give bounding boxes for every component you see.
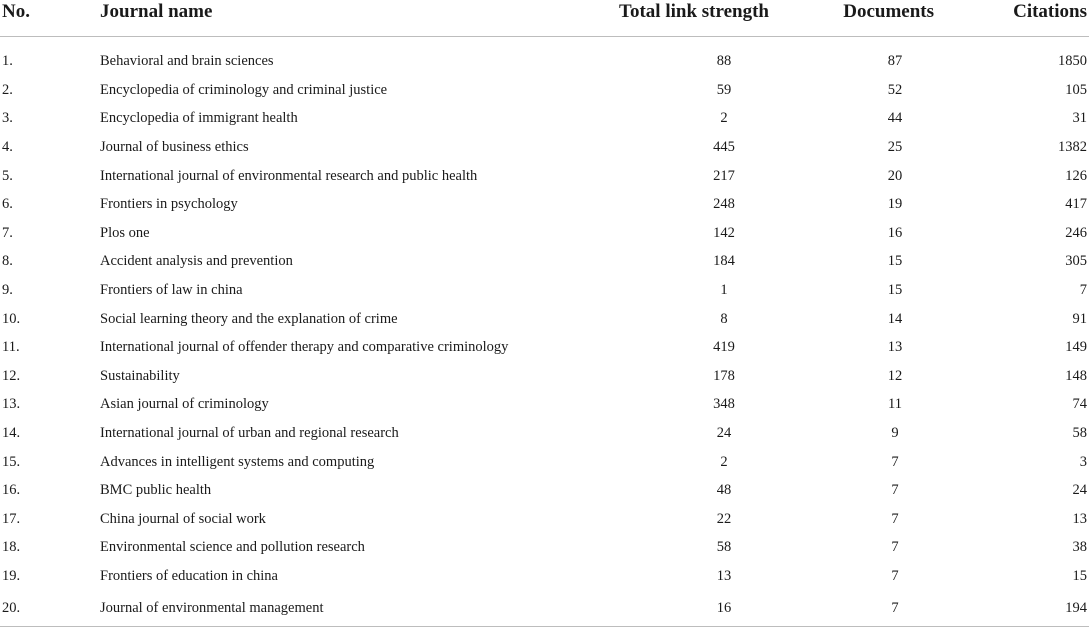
cell-journal-name: Plos one (100, 224, 150, 241)
cell-no: 17. (2, 510, 21, 527)
cell-total-link-strength: 445 (713, 139, 735, 156)
table-row (0, 190, 1089, 219)
table-row (0, 133, 1089, 162)
cell-no: 1. (2, 53, 13, 70)
cell-citations: 1382 (1058, 139, 1087, 156)
cell-total-link-strength: 88 (716, 53, 732, 70)
cell-citations: 24 (1072, 482, 1087, 499)
cell-no: 19. (2, 567, 21, 584)
table-row (0, 247, 1089, 276)
cell-citations: 74 (1072, 396, 1087, 413)
cell-documents: 14 (887, 310, 903, 327)
cell-total-link-strength: 8 (720, 310, 728, 327)
cell-citations: 3 (1079, 453, 1087, 470)
cell-citations: 148 (1065, 367, 1087, 384)
table-header (0, 0, 1089, 47)
cell-documents: 7 (891, 510, 899, 527)
cell-documents: 9 (891, 425, 899, 442)
cell-no: 5. (2, 167, 13, 184)
cell-no: 20. (0, 590, 100, 627)
cell-no: 9. (2, 282, 13, 299)
cell-total-link-strength: 59 (716, 81, 732, 98)
cell-total-link-strength: 2 (720, 453, 728, 470)
cell-documents: 15 (887, 282, 903, 299)
cell-journal-name: Sustainability (100, 367, 180, 384)
cell-documents: 87 (887, 53, 903, 70)
table-row (0, 304, 1089, 333)
cell-no: 10. (2, 310, 21, 327)
cell-total-link-strength: 348 (713, 396, 735, 413)
cell-documents: 12 (887, 367, 903, 384)
cell-documents: 7 (788, 590, 964, 627)
cell-no: 14. (2, 425, 21, 442)
cell-total-link-strength: 419 (713, 339, 735, 356)
table-row (0, 419, 1089, 448)
cell-journal-name: Asian journal of criminology (100, 396, 269, 413)
cell-total-link-strength: 2 (720, 110, 728, 127)
cell-total-link-strength: 142 (713, 224, 735, 241)
cell-citations: 126 (1065, 167, 1087, 184)
cell-no: 6. (2, 196, 13, 213)
cell-no: 12. (2, 367, 21, 384)
cell-citations: 58 (1072, 425, 1087, 442)
cell-total-link-strength: 13 (716, 567, 732, 584)
cell-total-link-strength: 16 (600, 590, 788, 627)
cell-citations: 417 (1065, 196, 1087, 213)
cell-journal-name: International journal of environmental research and public health (100, 167, 478, 184)
cell-no: 8. (2, 253, 13, 270)
cell-citations: 149 (1065, 339, 1087, 356)
cell-no: 7. (2, 224, 13, 241)
cell-journal-name: Environmental science and pollution research (100, 539, 365, 556)
table-body (0, 47, 1089, 627)
cell-citations: 246 (1065, 224, 1087, 241)
cell-total-link-strength: 184 (713, 253, 735, 270)
cell-documents: 7 (891, 482, 899, 499)
cell-total-link-strength: 22 (716, 510, 732, 527)
cell-documents: 7 (891, 567, 899, 584)
table-row (0, 76, 1089, 105)
table-row (0, 161, 1089, 190)
cell-citations: 38 (1072, 539, 1087, 556)
header-total-link-strength: Total link strength (600, 0, 788, 37)
table-row (0, 219, 1089, 248)
cell-documents: 25 (887, 139, 903, 156)
cell-documents: 52 (887, 81, 903, 98)
cell-citations: 13 (1072, 510, 1087, 527)
cell-journal-name: Frontiers of law in china (100, 282, 243, 299)
table-row (0, 533, 1089, 562)
cell-no: 15. (2, 453, 21, 470)
table-row (0, 333, 1089, 362)
cell-documents: 7 (891, 453, 899, 470)
cell-citations: 91 (1072, 310, 1087, 327)
cell-no: 16. (2, 482, 21, 499)
cell-total-link-strength: 248 (713, 196, 735, 213)
cell-total-link-strength: 217 (713, 167, 735, 184)
cell-journal-name: Advances in intelligent systems and computing (100, 453, 375, 470)
table-row (0, 362, 1089, 391)
cell-documents: 20 (887, 167, 903, 184)
table-row (0, 562, 1089, 591)
cell-no: 2. (2, 81, 13, 98)
table-row (0, 590, 1089, 627)
table-row (0, 47, 1089, 76)
header-citations: Citations (964, 0, 1089, 37)
table-row (0, 390, 1089, 419)
cell-total-link-strength: 48 (716, 482, 732, 499)
cell-journal-name: International journal of offender therapy and comparative criminology (100, 339, 509, 356)
header-documents: Documents (788, 0, 964, 37)
cell-total-link-strength: 24 (716, 425, 732, 442)
cell-journal-name: Encyclopedia of criminology and criminal justice (100, 81, 388, 98)
cell-journal-name: Journal of environmental management (100, 590, 600, 627)
cell-total-link-strength: 178 (713, 367, 735, 384)
cell-journal-name: Social learning theory and the explanation of crime (100, 310, 398, 327)
cell-documents: 44 (887, 110, 903, 127)
cell-citations: 105 (1065, 81, 1087, 98)
cell-journal-name: Accident analysis and prevention (100, 253, 293, 270)
cell-journal-name: Encyclopedia of immigrant health (100, 110, 298, 127)
cell-journal-name: Frontiers of education in china (100, 567, 278, 584)
cell-journal-name: Journal of business ethics (100, 139, 249, 156)
cell-citations: 305 (1065, 253, 1087, 270)
cell-no: 18. (2, 539, 21, 556)
cell-no: 3. (2, 110, 13, 127)
cell-documents: 19 (887, 196, 903, 213)
cell-citations: 194 (964, 590, 1089, 627)
cell-journal-name: China journal of social work (100, 510, 266, 527)
table-row (0, 276, 1089, 305)
cell-journal-name: BMC public health (100, 482, 212, 499)
cell-documents: 13 (887, 339, 903, 356)
cell-no: 13. (2, 396, 21, 413)
table-row (0, 476, 1089, 505)
cell-citations: 31 (1072, 110, 1087, 127)
cell-total-link-strength: 1 (720, 282, 728, 299)
cell-documents: 11 (888, 396, 902, 413)
header-row (0, 0, 1089, 37)
table-row (0, 505, 1089, 534)
table-row (0, 104, 1089, 133)
cell-documents: 16 (887, 224, 903, 241)
cell-journal-name: Behavioral and brain sciences (100, 53, 274, 70)
header-spacer (0, 37, 1089, 48)
cell-journal-name: International journal of urban and regional research (100, 425, 399, 442)
cell-documents: 7 (891, 539, 899, 556)
cell-documents: 15 (887, 253, 903, 270)
cell-no: 4. (2, 139, 13, 156)
cell-citations: 1850 (1058, 53, 1087, 70)
cell-journal-name: Frontiers in psychology (100, 196, 238, 213)
header-no: No. (0, 0, 100, 37)
cell-no: 11. (2, 339, 20, 356)
table-row (0, 447, 1089, 476)
header-journal-name: Journal name (100, 0, 600, 37)
cell-citations: 7 (1079, 282, 1087, 299)
cell-total-link-strength: 58 (716, 539, 732, 556)
cell-citations: 15 (1072, 567, 1087, 584)
